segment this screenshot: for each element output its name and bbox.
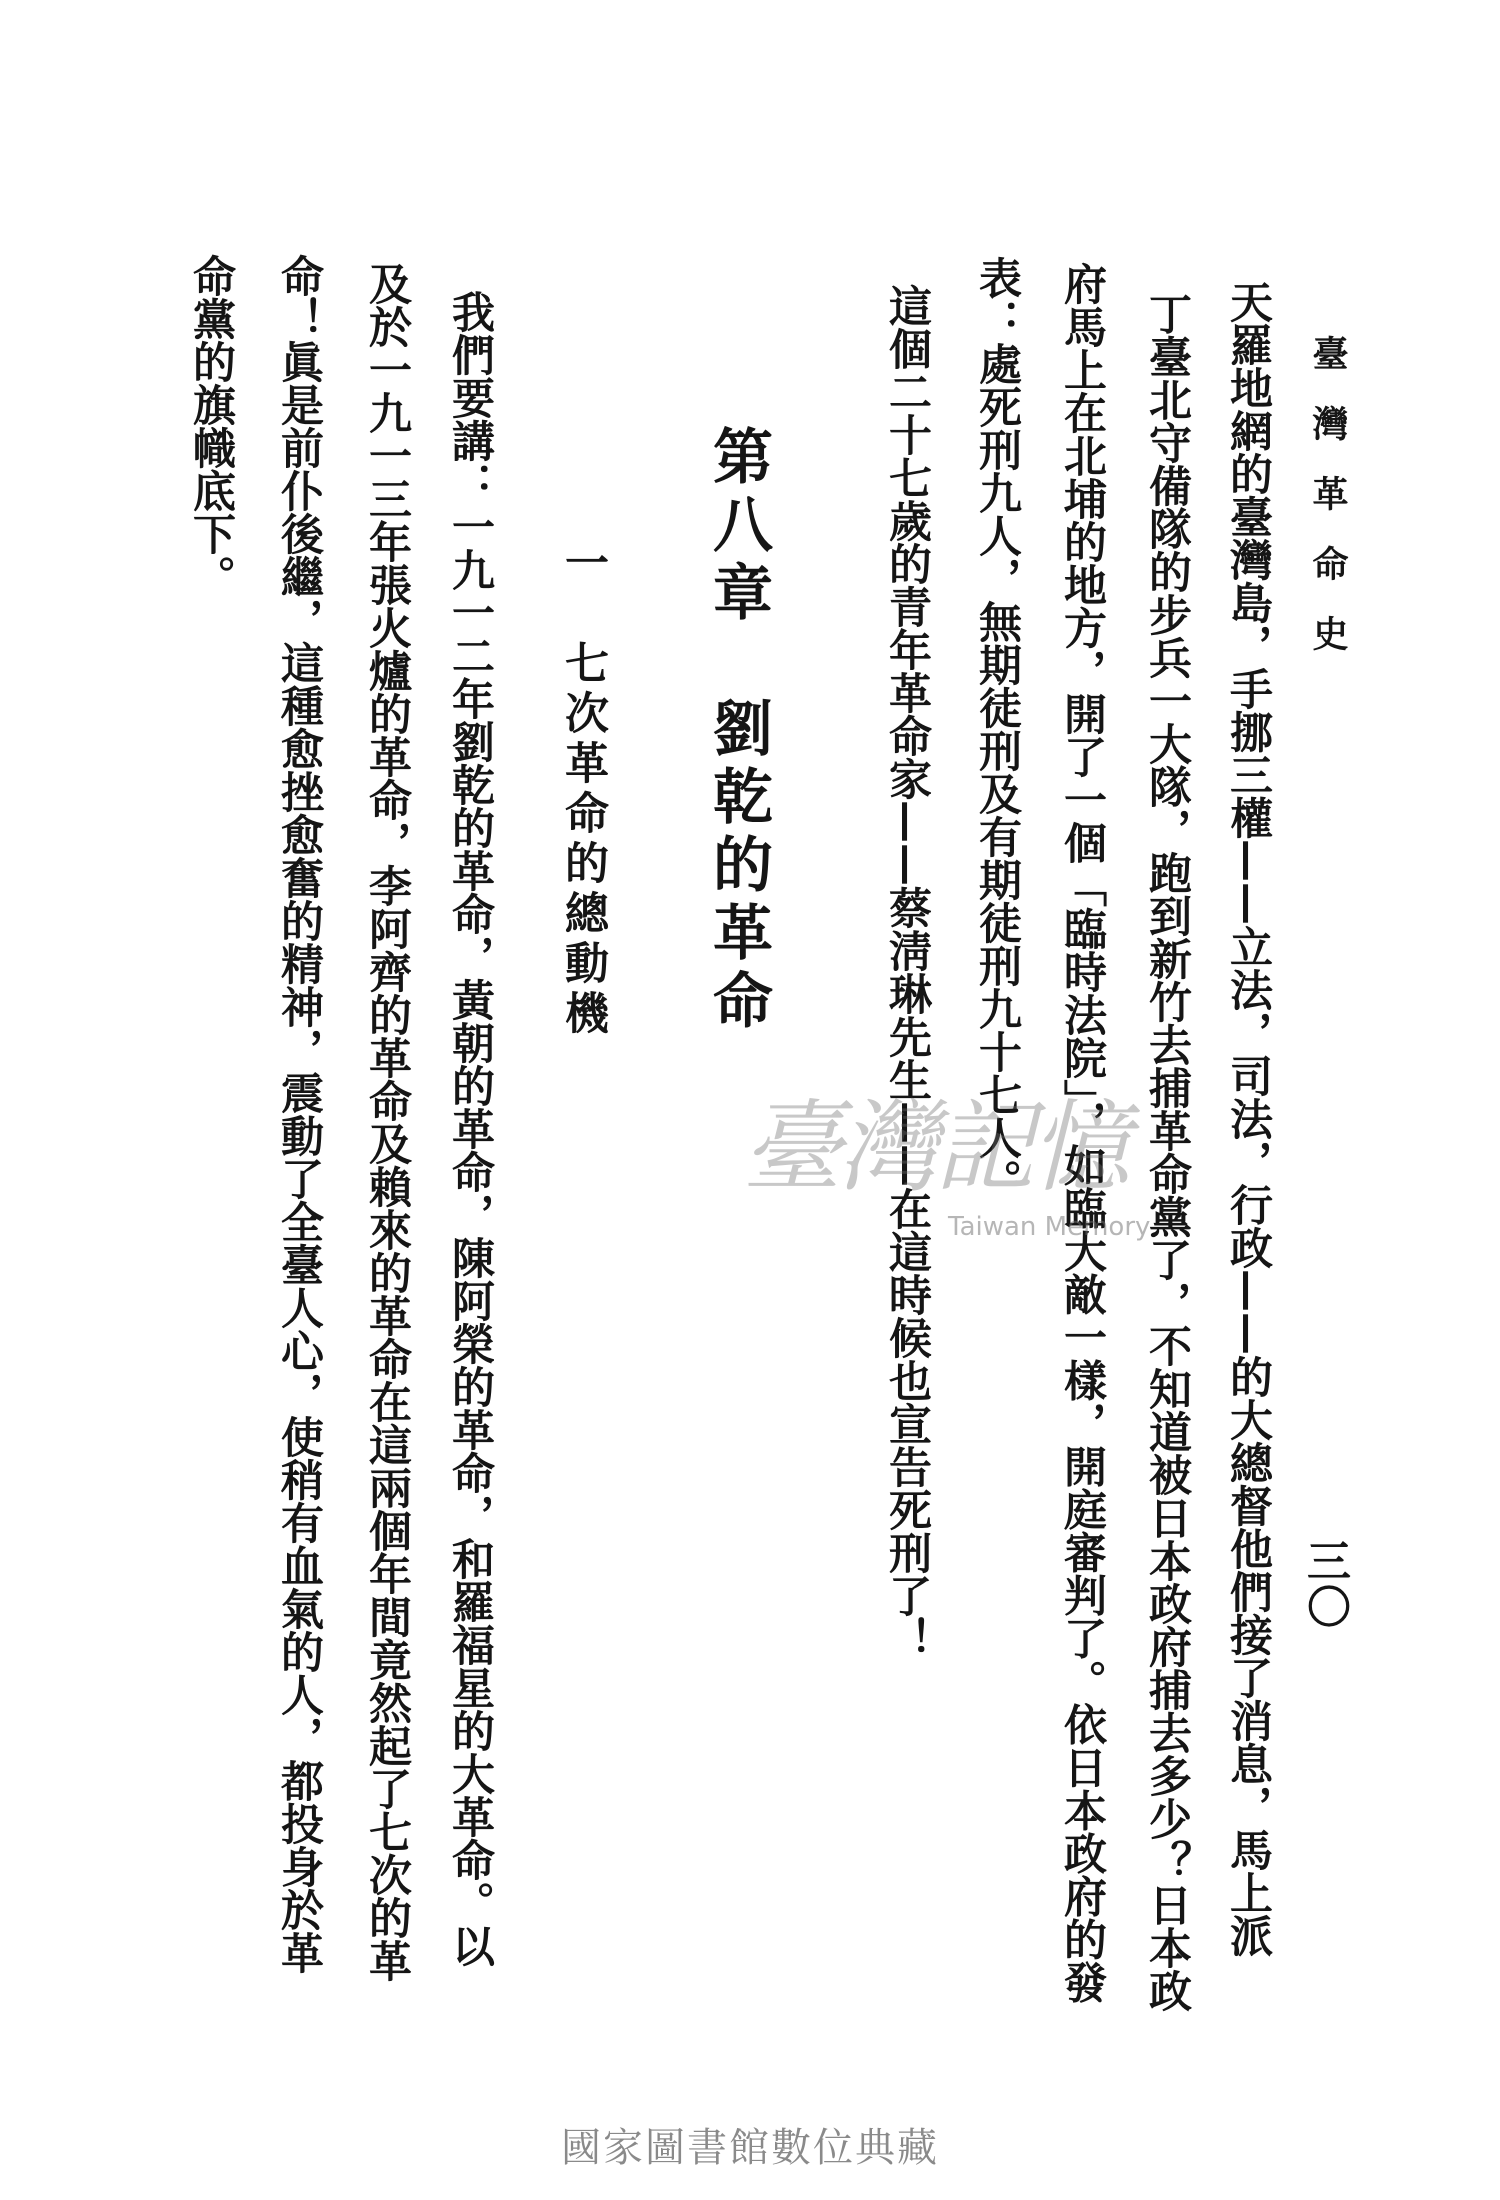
text-column: 丁臺北守備隊的步兵一大隊，跑到新竹去捕革命黨了，不知道被日本政府捕去多少？日本政 [1142, 292, 1192, 2012]
text-column: 府馬上在北埔的地方，開了一個「臨時法院」，如臨大敵一樣，開庭審判了。依日本政府的發 [1057, 262, 1107, 2004]
text-column: 我們要講：一九一二年劉乾的革命，黃朝的革命，陳阿榮的革命，和羅福星的大革命。以 [445, 290, 495, 1967]
text-column: 及於一九一三年張火爐的革命，李阿齊的革命及賴來的革命在這兩個年間竟然起了七次的革 [362, 262, 412, 1982]
section-heading: 一 七次革命的總動機 [557, 540, 608, 1040]
running-head: 臺灣革命史 [1307, 335, 1349, 685]
text-column: 表：處死刑九人，無期徒刑及有期徒刑九十七人。 [972, 256, 1022, 1202]
text-column: 這個二十七歲的青年革命家——蔡淸琳先生——在這時候也宣告死刑了！ [882, 284, 932, 1660]
text-column: 命！眞是前仆後繼，這種愈挫愈奮的精神，震動了全臺人心，使稍有血氣的人，都投身於革 [274, 254, 324, 1974]
footer-credit: 國家圖書館數位典藏 [561, 2125, 939, 2171]
page-number: 三〇 [1299, 1538, 1350, 1630]
text-column: 命黨的旗幟底下。 [186, 254, 236, 598]
text-column: 天羅地網的臺灣島，手挪三權——立法，司法，行政——的大總督他們接了消息，馬上派 [1223, 280, 1273, 1957]
chapter-title: 第八章 劉乾的革命 [703, 425, 773, 1037]
watermark-caption: Taiwan Memory [948, 1212, 1151, 1242]
watermark-logo: 臺灣記憶 [742, 1089, 1126, 1206]
